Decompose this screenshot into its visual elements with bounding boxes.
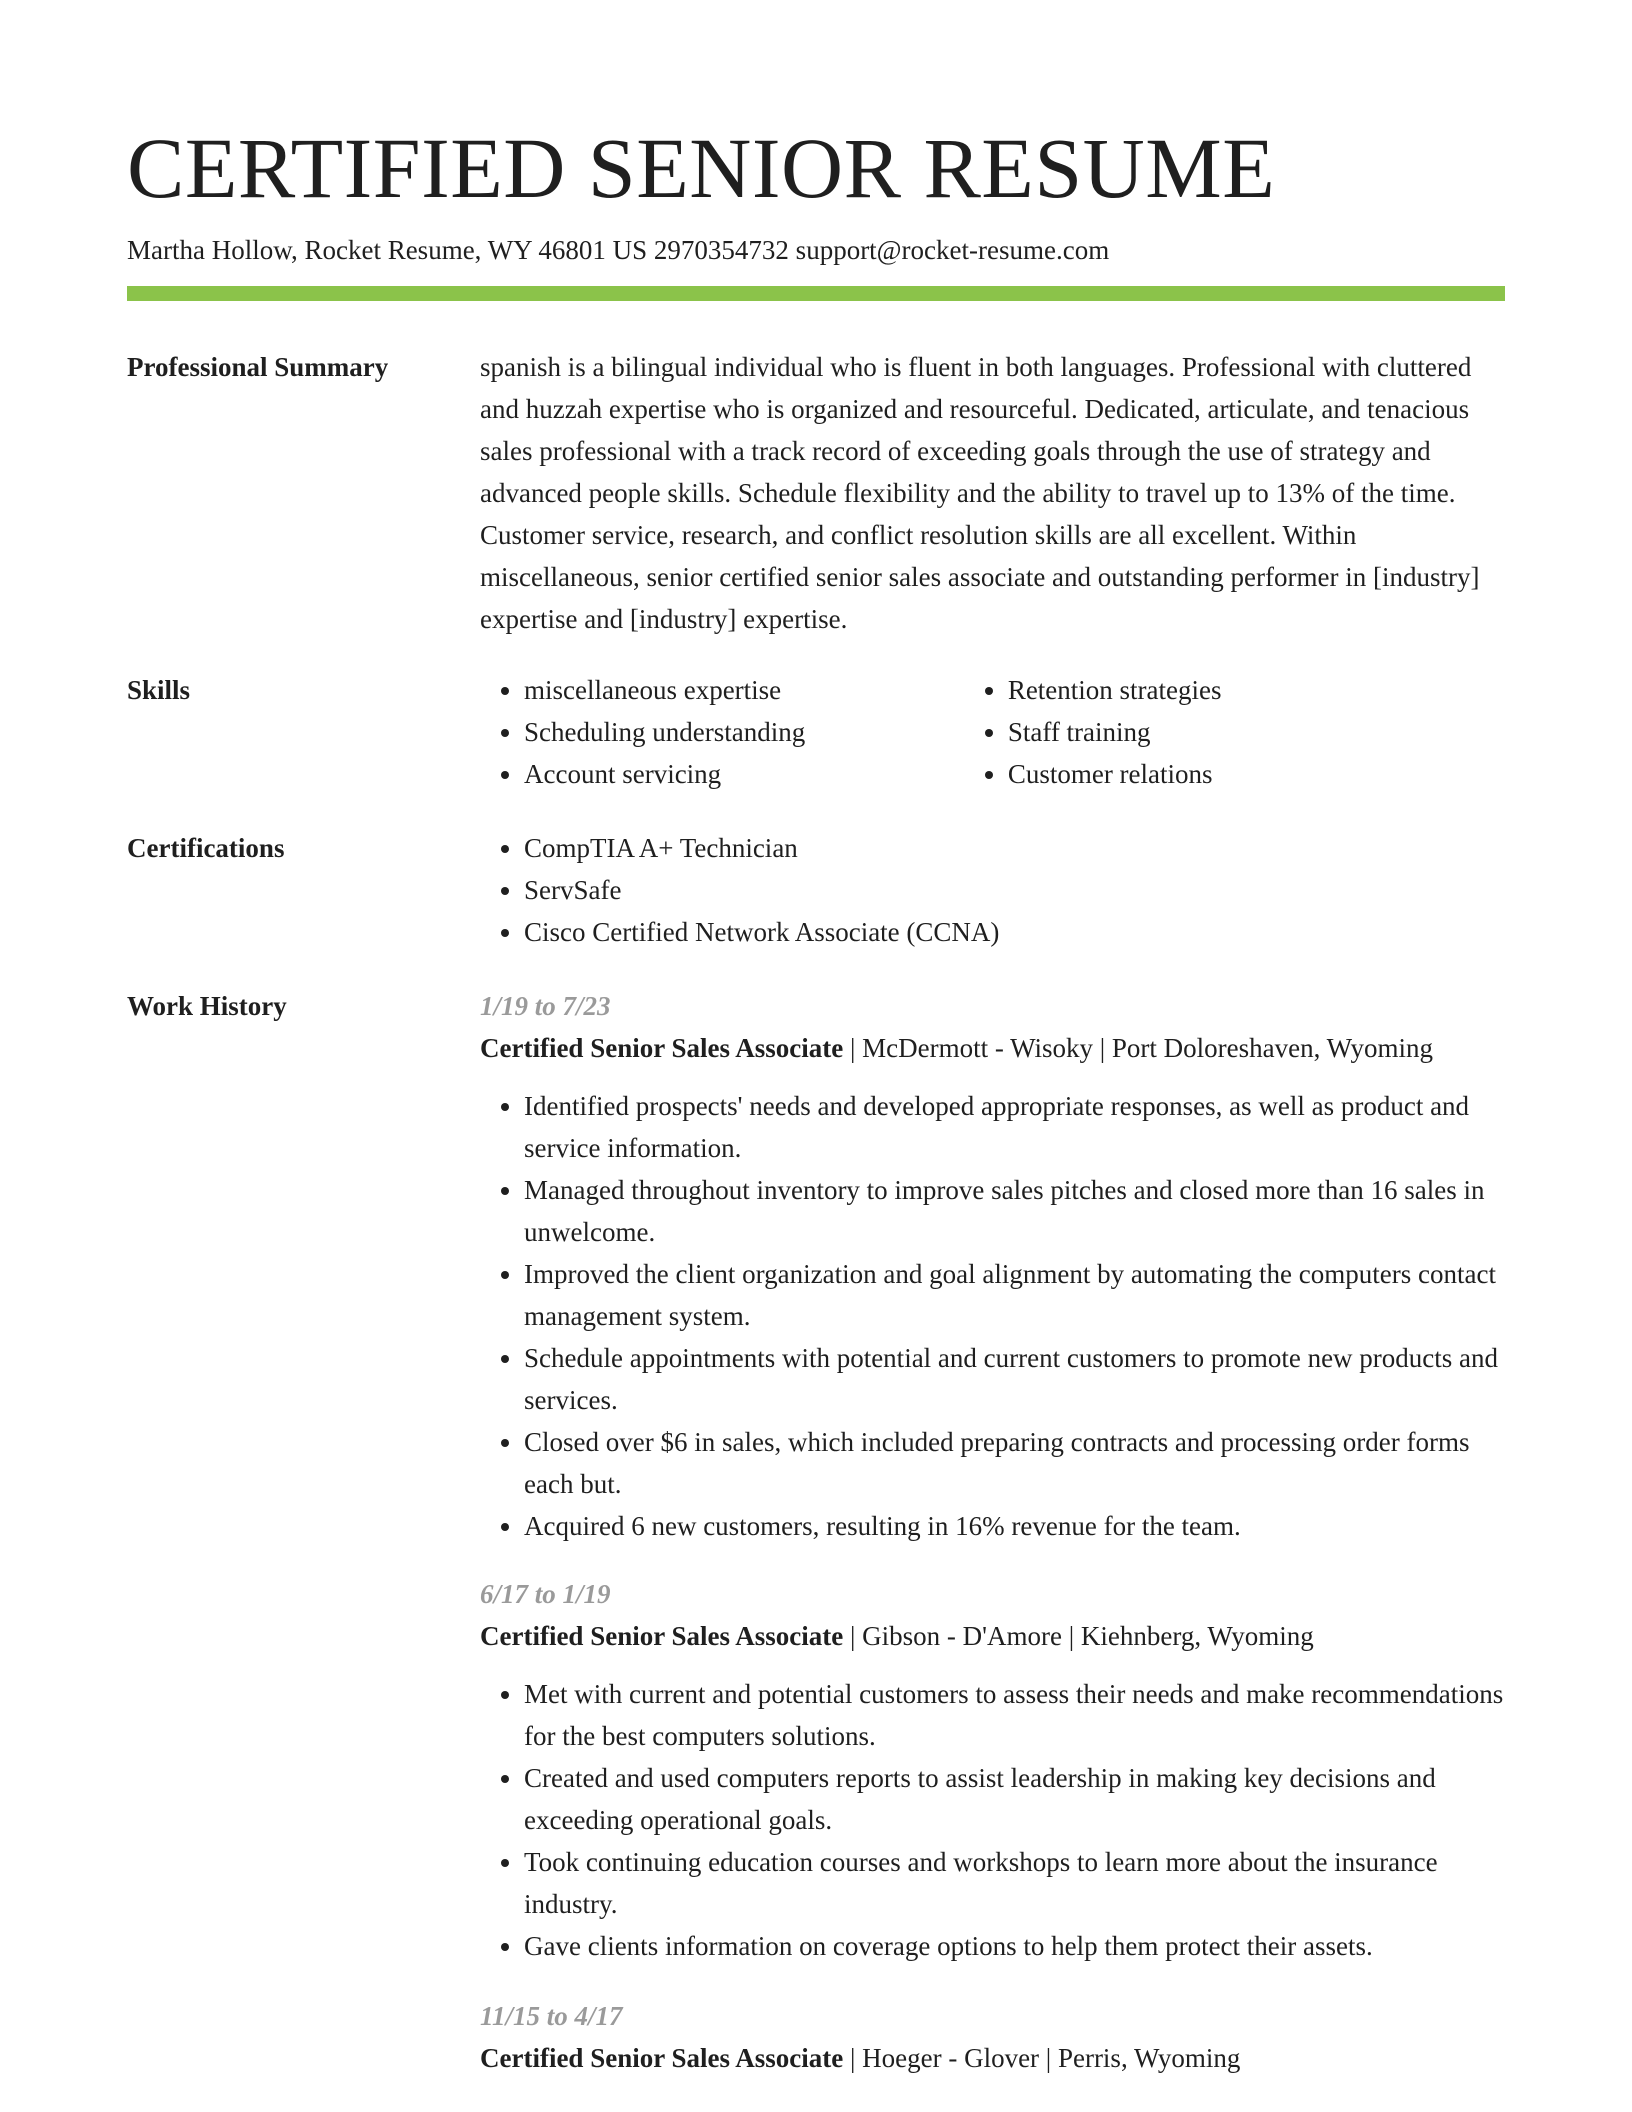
summary-text: spanish is a bilingual individual who is fluent in both languages. Professional with cluttered and huzzah expertise who is organized and resourceful. Dedicated, articulate, and tenacious sales professional with a track record of exceeding goals through the use of strategy and advanced people skills. Schedule flexibility and the ability to travel up to 13% of the time. Customer service, research, and conflict resolution skills are all excellent. Within miscellaneous, senior certified senior sales associate and outstanding performer in [industry] expertise and [industry] expertise. xyxy=(480,352,1480,634)
job-duty: • Managed throughout inventory to improve sales pitches and closed more than 16 sales in unwelcome. xyxy=(524,1169,1505,1253)
job-heading xyxy=(480,2037,1505,2079)
job-duties xyxy=(480,1673,1505,1967)
job-duty: • Created and used computers reports to assist leadership in making key decisions and exceeding operational goals. xyxy=(524,1757,1505,1841)
job-duty: • Met with current and potential customers to assess their needs and make recommendations for the best computers solutions. xyxy=(524,1673,1505,1757)
certifications-list xyxy=(480,827,1505,953)
job-duty: • Schedule appointments with potential and current customers to promote new products and services. xyxy=(524,1337,1505,1421)
summary-body xyxy=(480,346,1505,640)
skill-item: • miscellaneous expertise xyxy=(524,669,964,711)
job-entry xyxy=(480,1995,1505,2079)
job-duty: • Acquired 6 new customers, resulting in 16% revenue for the team. xyxy=(524,1505,1505,1547)
certifications-label: Certifications xyxy=(127,833,285,863)
skills-column-2 xyxy=(964,669,1505,795)
skill-item: • Retention strategies xyxy=(1008,669,1505,711)
skill-item: • Customer relations xyxy=(1008,753,1505,795)
contact-line: Martha Hollow, Rocket Resume, WY 46801 US 2970354732 support@rocket-resume.com xyxy=(127,235,1110,265)
job-duty: • Took continuing education courses and workshops to learn more about the insurance industry. xyxy=(524,1841,1505,1925)
job-dates: 11/15 to 4/17 xyxy=(480,2001,623,2031)
job-entry xyxy=(480,1573,1505,1967)
skill-item: • Scheduling understanding xyxy=(524,711,964,753)
job-heading xyxy=(480,1027,1505,1069)
job-title: Certified Senior Sales Associate xyxy=(480,1033,844,1063)
certification-item: • CompTIA A+ Technician xyxy=(524,827,1505,869)
job-employer-location: | McDermott - Wisoky | Port Doloreshaven, Wyoming xyxy=(843,1033,1433,1063)
skills-label: Skills xyxy=(127,675,191,705)
certification-item: • ServSafe xyxy=(524,869,1505,911)
skill-item: • Account servicing xyxy=(524,753,964,795)
job-employer-location: | Gibson - D'Amore | Kiehnberg, Wyoming xyxy=(843,1621,1314,1651)
job-duties xyxy=(480,1085,1505,1547)
certifications-body xyxy=(480,827,1505,953)
job-employer-location: | Hoeger - Glover | Perris, Wyoming xyxy=(843,2043,1241,2073)
work-history-label: Work History xyxy=(127,991,287,1021)
job-dates: 1/19 to 7/23 xyxy=(480,991,611,1021)
job-duty: • Improved the client organization and goal alignment by automating the computers contact management system. xyxy=(524,1253,1505,1337)
job-duty: • Closed over $6 in sales, which included preparing contracts and processing order forms each but. xyxy=(524,1421,1505,1505)
resume-title: CERTIFIED SENIOR RESUME xyxy=(127,120,1276,216)
job-title: Certified Senior Sales Associate xyxy=(480,1621,844,1651)
job-heading xyxy=(480,1615,1505,1657)
skills-column-1 xyxy=(480,669,964,795)
skills-list xyxy=(480,669,1505,795)
summary-label: Professional Summary xyxy=(127,352,389,382)
accent-divider xyxy=(127,286,1505,301)
job-entry xyxy=(480,985,1505,1547)
skill-item: • Staff training xyxy=(1008,711,1505,753)
certification-item: • Cisco Certified Network Associate (CCNA) xyxy=(524,911,1505,953)
job-duty: • Identified prospects' needs and developed appropriate responses, as well as product and service information. xyxy=(524,1085,1505,1169)
job-title: Certified Senior Sales Associate xyxy=(480,2043,844,2073)
job-duty: • Gave clients information on coverage options to help them protect their assets. xyxy=(524,1925,1505,1967)
job-dates: 6/17 to 1/19 xyxy=(480,1579,611,1609)
